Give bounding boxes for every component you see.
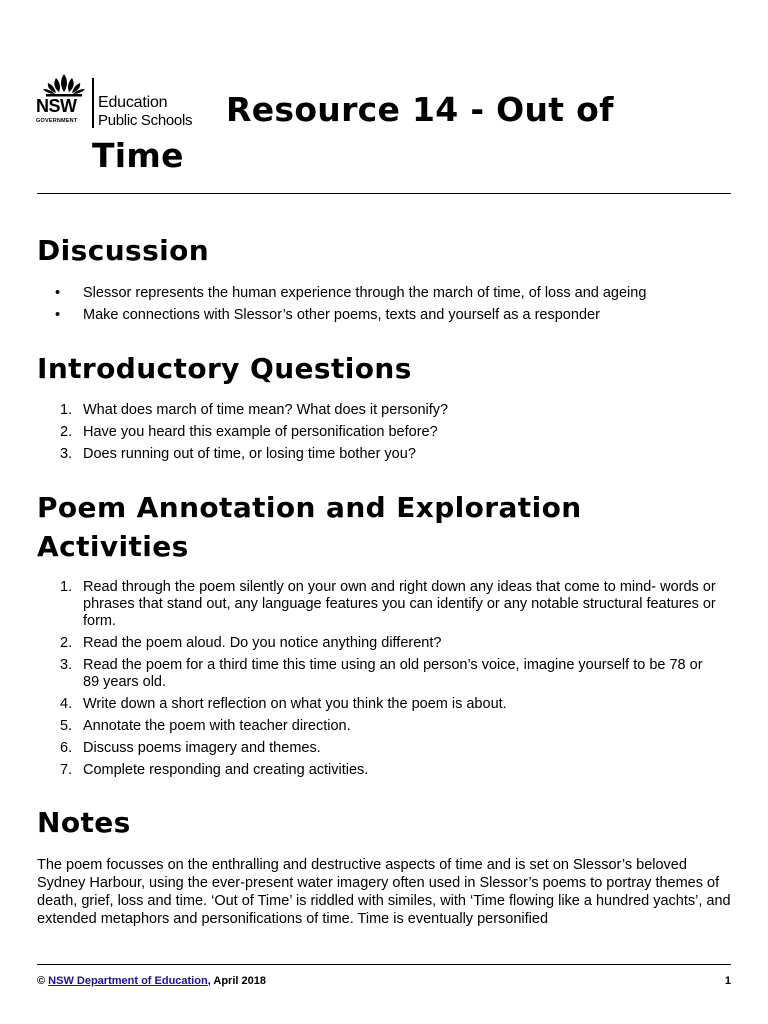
annotation-activities-heading: Poem Annotation and Exploration Activities [37, 491, 582, 563]
discussion-heading: Discussion [37, 234, 210, 267]
annotation-activities-list [37, 579, 717, 784]
nsw-department-link[interactable]: NSW Department of Education [48, 975, 208, 987]
waratah-icon [36, 72, 92, 98]
item-text: Read the poem aloud. Do you notice anything different? [83, 635, 442, 651]
page-number: 1 [724, 975, 731, 987]
item-text: Read through the poem silently on your own and right down any ideas that come to mind- words or phrases that stand out, any language features you can identify or any notable structural features or form. [83, 579, 716, 629]
introductory-questions-list [37, 402, 731, 468]
list-item: • Make connections with Slessor’s other poems, texts and yourself as a responder [37, 307, 731, 324]
discussion-list [37, 285, 731, 329]
item-number: 6. [60, 740, 73, 756]
list-item [37, 579, 717, 630]
item-text: Have you heard this example of personification before? [83, 424, 438, 440]
list-item: • Slessor represents the human experience through the march of time, of loss and ageing [37, 285, 731, 302]
logo-education-text: Education [98, 94, 168, 111]
item-number: 2. [60, 424, 73, 440]
list-item [37, 718, 717, 735]
header-divider [37, 193, 731, 194]
logo-nsw-text: NSW [36, 96, 77, 116]
item-text: Annotate the poem with teacher direction. [83, 718, 351, 734]
footer-date: , April 2018 [207, 975, 266, 987]
list-item [37, 635, 717, 652]
logo-government-text: GOVERNMENT [36, 118, 78, 124]
list-item [37, 696, 717, 713]
item-text: What does march of time mean? What does it personify? [83, 402, 449, 418]
item-number: 3. [60, 446, 73, 462]
footer-divider [37, 964, 731, 965]
list-item [37, 762, 717, 779]
page-title-line-1: Resource 14 - Out of [226, 90, 614, 129]
item-number: 3. [60, 657, 73, 673]
item-text: Write down a short reflection on what you think the poem is about. [83, 696, 507, 712]
logo-public-schools-text: Public Schools [98, 112, 193, 129]
list-item [37, 446, 731, 463]
item-number: 1. [60, 402, 73, 418]
list-item [37, 657, 717, 691]
item-text: Complete responding and creating activities. [83, 762, 369, 778]
item-number: 4. [60, 696, 73, 712]
item-text: Does running out of time, or losing time bother you? [83, 446, 416, 462]
item-text: Read the poem for a third time this time using an old person’s voice, imagine yourself to be 78 or 89 years old. [83, 657, 703, 690]
nsw-education-logo [36, 72, 216, 130]
logo-divider [92, 78, 94, 128]
notes-paragraph: The poem focusses on the enthralling and destructive aspects of time and is set on Slessor’s beloved Sydney Harbour, using the ever-present water imagery often used in Slessor’s poems to portray themes of death, grief, loss and time. ‘Out of Time’ is riddled with similes, with ‘Time flowing like a hundred yachts’, and extended metaphors and personifications of time. Time is eventually personified [37, 857, 731, 927]
copyright-symbol: © [37, 975, 49, 987]
list-item [37, 740, 717, 757]
item-number: 1. [60, 579, 73, 595]
introductory-questions-heading: Introductory Questions [37, 352, 412, 385]
item-number: 7. [60, 762, 73, 778]
notes-heading: Notes [37, 806, 131, 839]
item-number: 5. [60, 718, 73, 734]
item-text: Discuss poems imagery and themes. [83, 740, 321, 756]
page-header [36, 70, 736, 190]
item-number: 2. [60, 635, 73, 651]
list-item [37, 424, 731, 441]
page-title-line-2: Time [92, 136, 184, 175]
list-item [37, 402, 731, 419]
page-footer [37, 975, 731, 987]
